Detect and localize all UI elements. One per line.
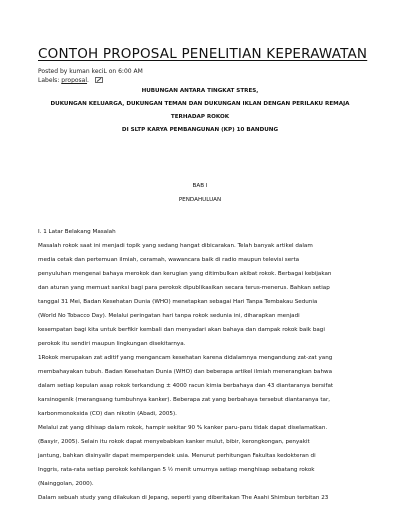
body-line: Inggris, rata-rata setiap perokok kehilangan 5 ½ menit umurnya setiap menghisap sebatang rokok (38, 467, 315, 473)
labels-prefix: Labels: (38, 77, 60, 84)
body-line: karbonmonoksida (CO) dan nikotin (Abadi, 2005). (38, 411, 177, 417)
body-line: Masalah rokok saat ini menjadi topik yang sedang hangat dibicarakan. Telah banyak artikel dalam (38, 243, 313, 249)
body-line: tanggal 31 Mei, Badan Kesehatan Dunia (WHO) menetapkan sebagai Hari Tanpa Tembakau Sedunia (38, 299, 318, 305)
body-line: Dalam sebuah study yang dilakukan di Jepang, seperti yang diberitakan The Asahi Shimbun terbitan 23 (38, 495, 329, 501)
body-line: perokok itu sendiri maupun lingkungan disekitarnya. (38, 341, 186, 347)
body-line: (Nainggolan, 2000). (38, 481, 94, 487)
body-line: (Basyir, 2005). Selain itu rokok dapat menyebabkan kanker mulut, bibir, kerongkongan, penyakit (38, 439, 310, 445)
body-line: 1Rokok merupakan zat aditif yang mengancam kesehatan karena didalamnya mengandung zat-zat yang (38, 355, 333, 361)
post-byline: Posted by kuman keciL on 6:00 AM (38, 68, 143, 75)
body-line: Melalui zat yang dihisap dalam rokok, hampir sekitar 90 % kanker paru-paru tidak dapat diselamatkan. (38, 425, 328, 431)
body-line: kesempatan bagi kita untuk berfikir kembali dan menyadari akan bahaya dan dampak rokok baik bagi (38, 327, 325, 333)
heading-line-1: HUBUNGAN ANTARA TINGKAT STRES, (141, 88, 259, 94)
label-link-proposal[interactable]: proposal (61, 77, 88, 84)
chapter-number: BAB I (192, 183, 208, 189)
body-line: jantung, bahkan disinyalir dapat memperpendek usia. Menurut perhitungan Fakultas kedokteran di (38, 453, 316, 459)
body-line: membahayakan tubuh. Badan Kesehatan Dunia (WHO) dan beberapa artikel ilmiah menerangkan bahwa (38, 369, 333, 375)
body-line: dalam setiap kepulan asap rokok terkandung ± 4000 racun kimia berbahaya dan 43 diantaranya bersifat (38, 383, 334, 389)
body-line: dan aturan yang memuat sanksi bagi para perokok dipublikasikan secara terus-menerus. Bahkan setiap (38, 285, 330, 291)
heading-line-4: DI SLTP KARYA PEMBANGUNAN (KP) 10 BANDUNG (121, 127, 279, 133)
section-heading: I. 1 Latar Belakang Masalah (38, 229, 116, 235)
heading-line-2: DUKUNGAN KELUARGA, DUKUNGAN TEMAN DAN DUKUNGAN IKLAN DENGAN PERILAKU REMAJA (50, 101, 350, 107)
heading-line-3: TERHADAP ROKOK (170, 114, 230, 120)
body-line: karsinogenik (merangsang tumbuhnya kanker). Beberapa zat yang berbahaya tersebut diantaranya tar, (38, 397, 331, 403)
body-line: media cetak dan pertemuan ilmiah, ceramah, wawancara baik di radio maupun televisi serta (38, 257, 300, 263)
post-labels: Labels: proposal. (38, 77, 103, 84)
post-title[interactable]: CONTOH PROPOSAL PENELITIAN KEPERAWATAN (38, 46, 368, 62)
edit-icon[interactable] (95, 77, 103, 83)
chapter-name: PENDAHULUAN (178, 197, 222, 203)
body-line: (World No Tobacco Day). Melalui peringatan hari tanpa rokok sedunia ini, diharapkan menjadi (38, 313, 300, 319)
body-line: penyuluhan mengenai bahaya merokok dan kerugian yang ditimbulkan akibat rokok. Berbagai kebijakan (38, 271, 332, 277)
